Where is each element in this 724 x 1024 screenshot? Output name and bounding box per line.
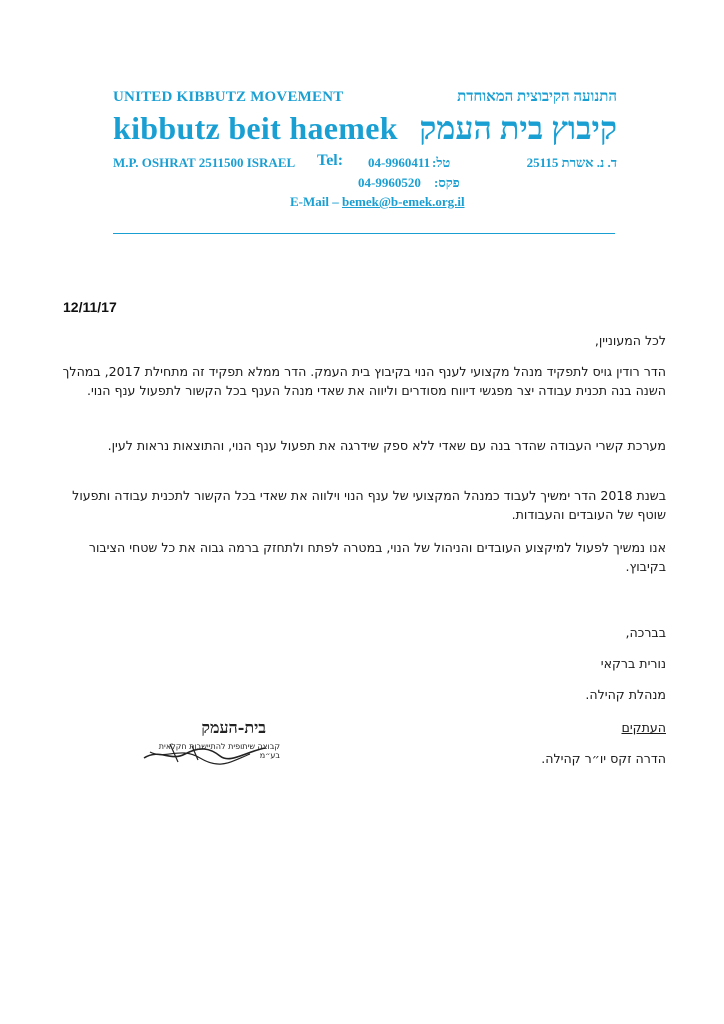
paragraph: אנו נמשיך לפעול למיקצוע העובדים והניהול של הנוי, במטרה לפתח ולתחזק ברמה גבוה את כל שטחי הציבור בקיבוץ. bbox=[88, 540, 666, 574]
paragraph: מערכת קשרי העבודה שהדר בנה עם שאדי ללא ספק שידרגה את תפעול ענף הנוי, והתוצאות נראות לעין. bbox=[107, 438, 666, 453]
paragraph: בשנת 2018 הדר ימשיך לעבוד כמנהל המקצועי של ענף הנוי וילווה את שאדי בכל הקשור לתכנית עבודה ותפעול שוטף של העובדים והעבודות. bbox=[72, 488, 666, 522]
org-name-he: התנועה הקיבוצית המאוחדת bbox=[457, 89, 617, 105]
closing: בברכה, bbox=[625, 625, 666, 640]
letter-date: 12/11/17 bbox=[63, 299, 117, 315]
stamp-line-1: בית-העמק bbox=[201, 718, 266, 737]
tel-label-en: Tel: bbox=[317, 152, 344, 169]
org-name-en: UNITED KIBBUTZ MOVEMENT bbox=[113, 89, 344, 105]
stamp-line-2: קבוצה שיתופית להתיישבות חקלאית בע״מ bbox=[158, 742, 280, 760]
email-link[interactable]: bemek@b-emek.org.il bbox=[342, 194, 465, 209]
fax-number: 04-9960520 bbox=[358, 175, 421, 190]
header-divider bbox=[113, 233, 615, 234]
copies-item: הדרה זקס יו״ר קהילה. bbox=[541, 751, 666, 766]
signer-name: נורית ברקאי bbox=[600, 656, 666, 671]
greeting: לכל המעוניין, bbox=[594, 333, 666, 348]
tel-number: 04-9960411 bbox=[368, 155, 431, 170]
address-en: M.P. OSHRAT 2511500 ISRAEL bbox=[113, 155, 296, 170]
paragraph: הדר רודין גויס לתפקיד מנהל מקצועי לענף הנוי בקיבוץ בית העמק. הדר ממלא תפקיד זה מתחילת 2017, במהלך השנה בנה תכנית עבודה יצר מפגשי דיווח מסודרים וליווה את שאדי מנהל הענף בכל הקשור לתפעול ענף הנוי. bbox=[62, 364, 666, 398]
address-he: ד. נ. אשרת 25115 bbox=[526, 155, 617, 170]
kibbutz-stamp bbox=[140, 718, 280, 766]
fax-label-he: פקס: bbox=[434, 175, 460, 190]
kibbutz-name-he: קיבוץ בית העמק bbox=[419, 110, 617, 146]
tel-label-he: טל: bbox=[432, 155, 451, 170]
email-label: E-Mail – bbox=[290, 194, 339, 209]
copies-title: העתקים bbox=[621, 720, 666, 735]
email-line bbox=[290, 194, 465, 210]
kibbutz-name-en: kibbutz beit haemek bbox=[113, 110, 398, 146]
signer-title: מנהלת קהילה. bbox=[585, 687, 666, 702]
